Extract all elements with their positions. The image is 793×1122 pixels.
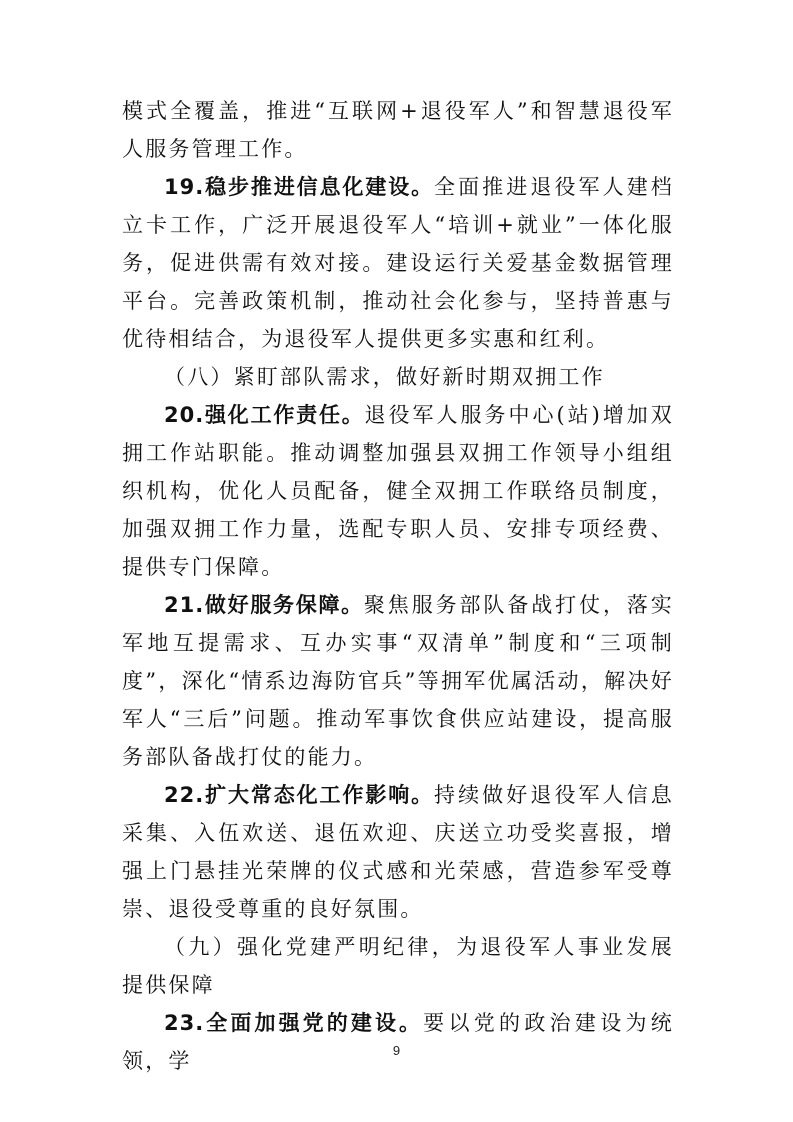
section-heading-8 [122, 358, 674, 396]
paragraph-text: 要以党的政治建设为统领，学 [122, 1011, 675, 1073]
paragraph-item-22 [122, 776, 674, 928]
item-heading: 19.稳步推进信息化建设。 [164, 175, 434, 199]
item-heading: 21.做好服务保障。 [164, 593, 364, 617]
item-heading: 20.强化工作责任。 [164, 403, 365, 427]
paragraph-text: 聚焦服务部队备战打仗，落实军地互提需求、互办实事“双清单”制度和“三项制度”，深化“情系边海防官兵”等拥军优属活动，解决好军人“三后”问题。推动军事饮食供应站建设，提高服务部队备战打仗的能力。 [122, 593, 675, 769]
paragraph-text: 全面推进退役军人建档立卡工作，广泛开展退役军人“培训+就业”一体化服务，促进供需有效对接。建设运行关爱基金数据管理平台。完善政策机制，推动社会化参与，坚持普惠与优待相结合，为退役军人提供更多实惠和红利。 [122, 175, 675, 351]
page-number: 9 [392, 1043, 401, 1058]
paragraph-item-21 [122, 586, 674, 776]
body-text [122, 92, 674, 1080]
paragraph-continuation [122, 92, 674, 168]
paragraph-item-20 [122, 396, 674, 586]
section-heading-9 [122, 928, 674, 1004]
item-heading: 22.扩大常态化工作影响。 [164, 783, 434, 807]
paragraph-text: 模式全覆盖，推进“互联网+退役军人”和智慧退役军人服务管理工作。 [122, 99, 674, 161]
paragraph-item-23 [122, 1004, 674, 1080]
section-heading-text: （九）强化党建严明纪律，为退役军人事业发展提供保障 [122, 935, 674, 997]
paragraph-item-19 [122, 168, 674, 358]
paragraph-text: 退役军人服务中心(站)增加双拥工作站职能。推动调整加强县双拥工作领导小组组织机构，优化人员配备，健全双拥工作联络员制度，加强双拥工作力量，选配专职人员、安排专项经费、提供专门保障。 [122, 403, 674, 579]
section-heading-text: （八）紧盯部队需求，做好新时期双拥工作 [164, 365, 605, 389]
item-heading: 23.全面加强党的建设。 [164, 1011, 424, 1035]
paragraph-text: 持续做好退役军人信息采集、入伍欢送、退伍欢迎、庆送立功受奖喜报，增强上门悬挂光荣牌的仪式感和光荣感，营造参军受尊崇、退役受尊重的良好氛围。 [122, 783, 675, 921]
